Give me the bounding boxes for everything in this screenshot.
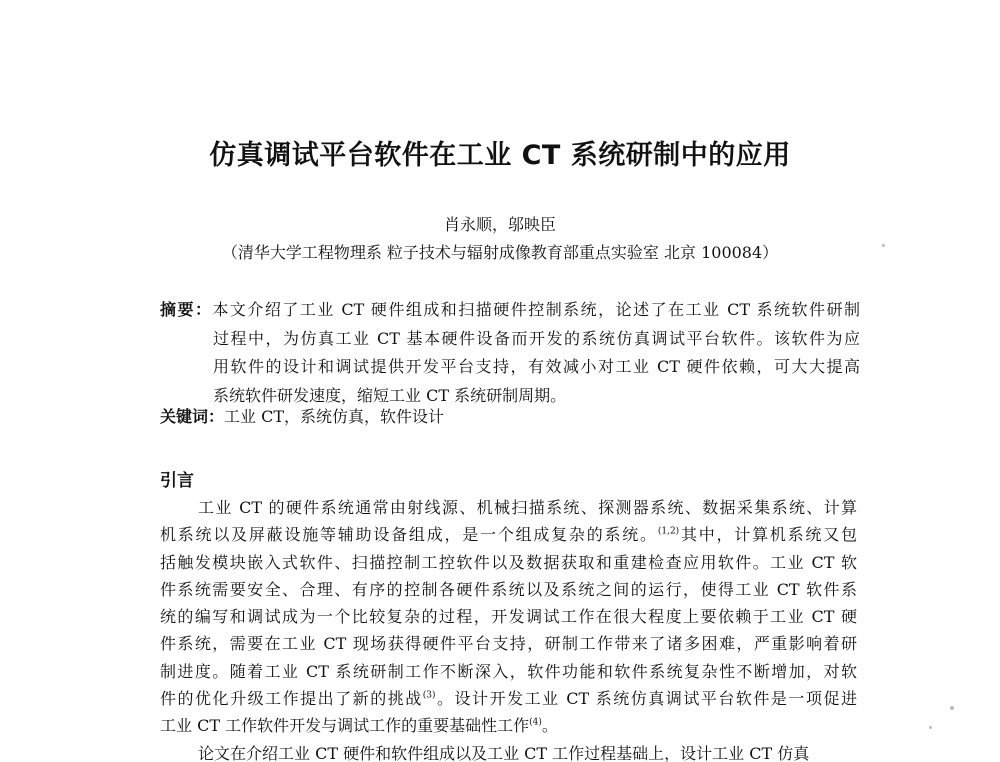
keywords-label: 关键词： bbox=[160, 407, 225, 426]
introduction-body bbox=[160, 494, 857, 762]
abstract-line: 用软件的设计和调试提供开发平台支持，有效减小对工业 CT 硬件依赖，可大大提高 bbox=[213, 357, 860, 376]
abstract-block bbox=[160, 296, 860, 410]
abstract-line: 摘要：本文介绍了工业 CT 硬件组成和扫描硬件控制系统，论述了在工业 CT 系统软件研制 bbox=[160, 300, 860, 319]
paper-authors: 肖永顺，邬映臣 bbox=[443, 215, 556, 234]
scan-speck bbox=[929, 726, 932, 729]
citation: (3) bbox=[422, 690, 436, 701]
paper-title: 仿真调试平台软件在工业 CT 系统研制中的应用 bbox=[209, 140, 791, 171]
paper-affiliation: （清华大学工程物理系 粒子技术与辐射成像教育部重点实验室 北京 100084） bbox=[221, 243, 779, 262]
body-line: 制进度。随着工业 CT 系统研制工作不断深入，软件功能和软件系统复杂性不断增加，对软 bbox=[160, 661, 857, 681]
body-line: 工业 CT 工作软件开发与调试工作的重要基础性工作$^{(4)}$。 bbox=[160, 716, 558, 736]
citation: (1,2) bbox=[657, 526, 680, 537]
body-line: 统的编写和调试成为一个比较复杂的过程，开发调试工作在很大程度上要依赖于工业 CT 硬 bbox=[160, 607, 857, 627]
abstract-line: 过程中，为仿真工业 CT 基本硬件设备而开发的系统仿真调试平台软件。该软件为应 bbox=[213, 328, 860, 348]
keywords-line bbox=[160, 404, 444, 427]
body-line: 括触发模块嵌入式软件、扫描控制工控软件以及数据获取和重建检查应用软件。工业 CT 软 bbox=[160, 552, 857, 572]
body-line: 件系统，需要在工业 CT 现场获得硬件平台支持，研制工作带来了诸多困难，严重影响着研 bbox=[160, 634, 857, 654]
body-line: 件的优化升级工作提出了新的挑战$^{(3)}$。设计开发工业 CT 系统仿真调试平台软件是一项促进 bbox=[160, 689, 857, 709]
body-line: 件系统需要安全、合理、有序的控制各硬件系统以及系统之间的运行，使得工业 CT 软件系 bbox=[160, 579, 857, 599]
abstract-line: 系统软件研发速度，缩短工业 CT 系统研制周期。 bbox=[213, 385, 567, 405]
body-line: 工业 CT 的硬件系统通常由射线源、机械扫描系统、探测器系统、数据采集系统、计算 bbox=[198, 498, 857, 517]
scan-speck bbox=[882, 244, 885, 247]
scan-speck bbox=[950, 706, 954, 710]
body-line-cut-off: 论文在介绍工业 CT 硬件和软件组成以及工业 CT 工作过程基础上，设计工业 CT 仿真 bbox=[198, 743, 810, 762]
keywords-text: 工业 CT，系统仿真，软件设计 bbox=[224, 407, 445, 426]
abstract-label: 摘要： bbox=[160, 300, 213, 319]
citation: (4) bbox=[529, 718, 542, 729]
section-heading-introduction: 引言 bbox=[160, 471, 194, 491]
body-line: 机系统以及屏蔽设施等辅助设备组成，是一个组成复杂的系统。$^{(1,2)}$其中，计算机系统又包 bbox=[160, 525, 857, 545]
